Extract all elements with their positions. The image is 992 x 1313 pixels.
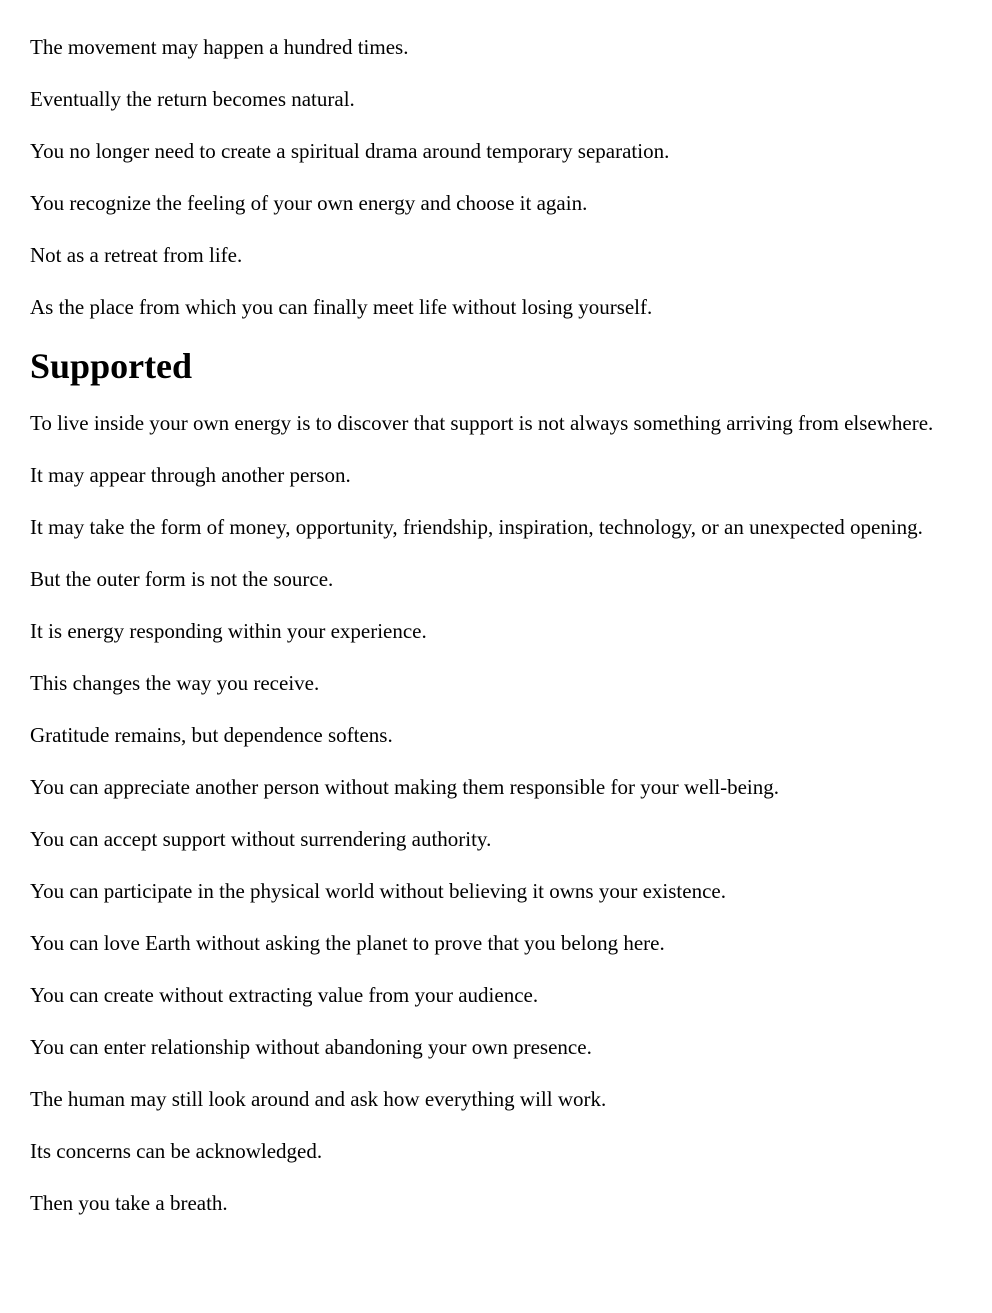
paragraph: You can love Earth without asking the planet to prove that you belong here. <box>30 931 665 955</box>
paragraph: You recognize the feeling of your own energy and choose it again. <box>30 191 588 215</box>
paragraph: It may appear through another person. <box>30 463 351 487</box>
paragraph: To live inside your own energy is to discover that support is not always something arriving from elsewhere. <box>30 411 934 435</box>
paragraph: But the outer form is not the source. <box>30 567 334 591</box>
paragraph: You no longer need to create a spiritual drama around temporary separation. <box>30 139 670 163</box>
paragraph: Its concerns can be acknowledged. <box>30 1139 323 1163</box>
paragraph: As the place from which you can finally meet life without losing yourself. <box>30 295 653 319</box>
paragraph: You can appreciate another person without making them responsible for your well-being. <box>30 775 780 799</box>
paragraph: It may take the form of money, opportunity, friendship, inspiration, technology, or an unexpected opening. <box>30 515 923 539</box>
paragraph: This changes the way you receive. <box>30 671 320 695</box>
paragraph: Eventually the return becomes natural. <box>30 87 355 111</box>
section-heading: Supported <box>30 346 193 386</box>
paragraph: The human may still look around and ask how everything will work. <box>30 1087 607 1111</box>
paragraph: You can enter relationship without abandoning your own presence. <box>30 1035 592 1059</box>
paragraph: You can accept support without surrendering authority. <box>30 827 492 851</box>
paragraph: Not as a retreat from life. <box>30 243 243 267</box>
paragraph: It is energy responding within your experience. <box>30 619 427 643</box>
paragraph: Gratitude remains, but dependence softens. <box>30 723 393 747</box>
paragraph: You can participate in the physical world without believing it owns your existence. <box>30 879 726 903</box>
paragraph: The movement may happen a hundred times. <box>30 35 409 59</box>
paragraph: You can create without extracting value from your audience. <box>30 983 539 1007</box>
paragraph: Then you take a breath. <box>30 1191 228 1215</box>
